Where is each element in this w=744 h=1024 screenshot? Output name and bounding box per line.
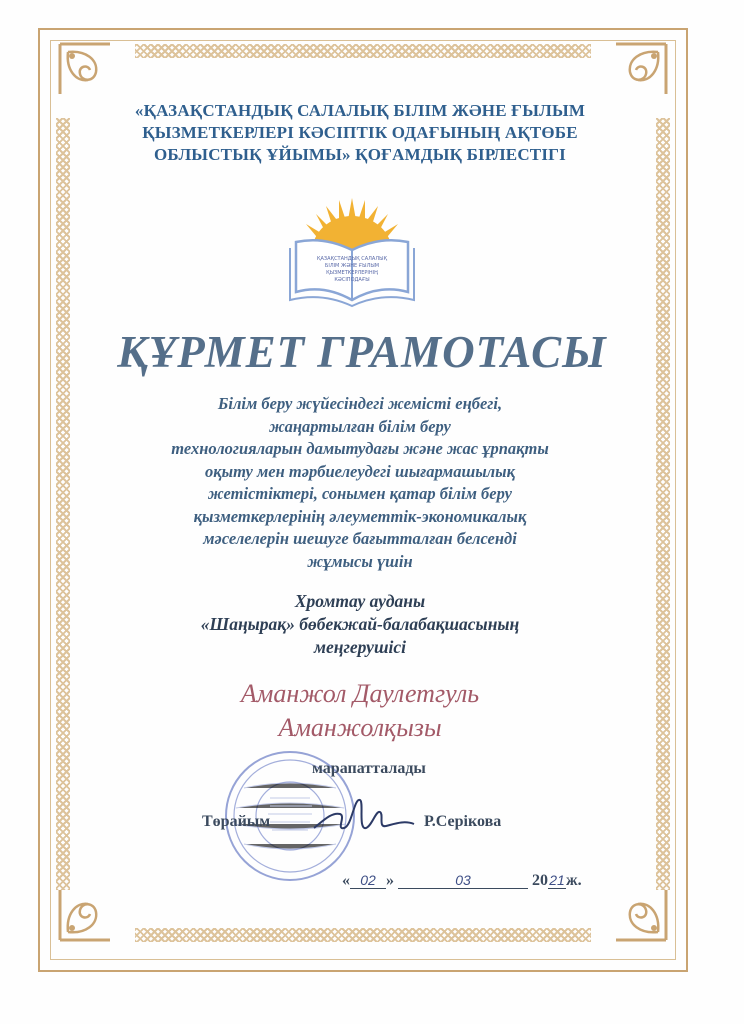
ornament-band-top [135,44,591,58]
signer-name: Р.Серікова [424,813,502,830]
corner-ornament-icon [612,40,670,98]
position-line: «Шаңырақ» бөбекжай-балабақшасының [200,614,520,634]
corner-ornament-icon [56,886,114,944]
organization-line: ОБЛЫСТЫҚ ҰЙЫМЫ» ҚОҒАМДЫҚ БІРЛЕСТІГІ [154,145,566,164]
chair-label: Төрайым [202,813,271,830]
corner-ornament-icon [56,40,114,98]
emblem-text: КӘСІПОДАҒЫ [334,277,370,283]
date-year-suffix: 21 [549,872,565,888]
emblem-text: ҚЫЗМЕТКЕРЛЕРІНІҢ [326,270,378,276]
reason-line: технологияларын дамытудағы және жас ұрпақты [171,439,549,458]
award-reason [100,393,620,573]
reason-line: қызметкерлерінің әлеуметтік-экономикалық [193,506,527,526]
position-line: Хромтау ауданы [294,591,426,611]
emblem-text: БІЛІМ ЖӘНЕ ҒЫЛЫМ [324,263,380,269]
reason-line: жаңартылған білім беру [269,416,451,436]
awarded-label: марапатталады [312,760,426,777]
organization-name [100,100,620,166]
certificate-title: ҚҰРМЕТ ГРАМОТАСЫ [117,327,607,377]
recipient-line: Аманжол Даулетгуль [240,679,480,708]
date-suffix: ж. [566,872,582,889]
reason-line: мәселелерін шешуге бағытталған белсенді [203,529,517,548]
emblem-text: ҚАЗАҚСТАНДЫҚ САЛАЛЫҚ [316,256,388,262]
signature-icon [310,790,420,840]
sun-book-emblem-icon [286,190,418,308]
recipient-name [100,677,620,745]
ornament-band-bottom [135,928,591,942]
reason-line: оқыту мен тәрбиелеудегі шығармашылық [205,461,515,481]
reason-line: Білім беру жүйесіндегі жемісті еңбегі, [217,394,503,413]
ornament-band-left [56,118,70,890]
date-year-prefix: 20 [532,872,548,889]
date-day: 02 [350,872,386,889]
position-line: меңгерушісі [313,637,407,657]
date-open-quote: « [342,872,350,889]
issue-date [342,872,582,890]
organization-line: «ҚАЗАҚСТАНДЫҚ САЛАЛЫҚ БІЛІМ ЖӘНЕ ҒЫЛЫМ [134,101,586,120]
corner-ornament-icon [612,886,670,944]
ornament-band-right [656,118,670,890]
date-close-quote: » [386,872,394,889]
date-month: 03 [398,872,528,889]
recipient-position [100,590,620,659]
recipient-line: Аманжолқызы [278,713,442,742]
reason-line: жетістіктері, сонымен қатар білім беру [208,484,512,503]
organization-line: ҚЫЗМЕТКЕРЛЕРІ КӘСІПТІК ОДАҒЫНЫҢ АҚТӨБЕ [142,123,578,142]
reason-line: жұмысы үшін [307,551,413,571]
